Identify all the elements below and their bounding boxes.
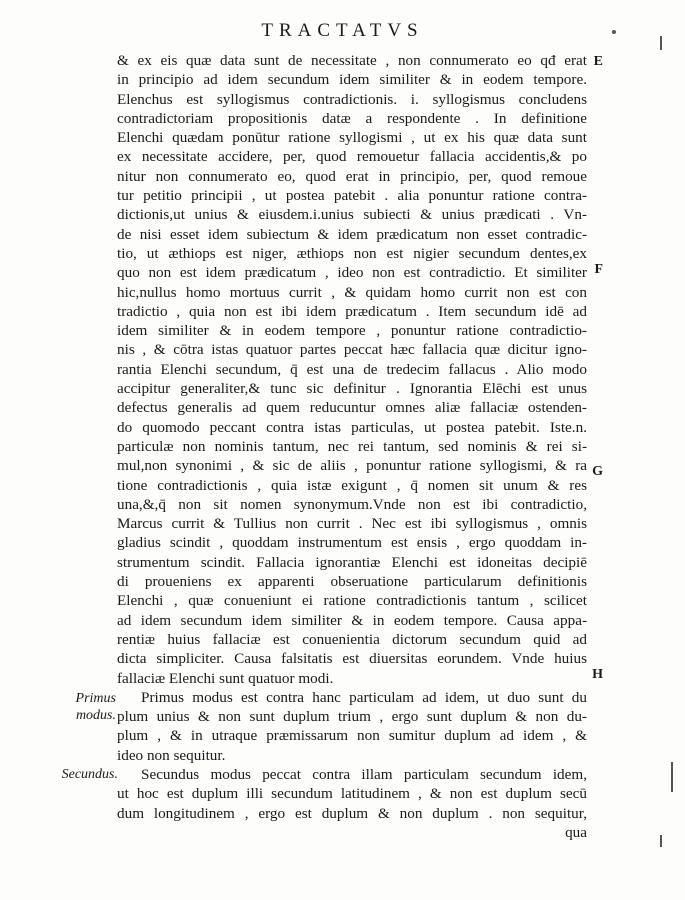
text-line: idem similiter & in eodem tempore , ponuntur ratione contradictio- — [117, 322, 587, 340]
text-line: de nisi esset idem subiectum & idem prædicatum non esset contradic- — [117, 225, 587, 243]
text-line: plum , & in utraque præmissarum non sumitur duplum ad idem , & — [117, 727, 587, 745]
text-line: plum unius & non sunt duplum trium , ergo sunt duplum & non du- — [117, 708, 587, 726]
text-line: nis , & cōtra istas quatuor partes peccat hæc fallacia quæ dicitur igno- — [117, 341, 587, 359]
text-line: dum longitudinem , ergo est duplum & non duplum . non sequitur, — [117, 804, 587, 822]
catchword: qua — [565, 823, 587, 841]
text-line: ut hoc est duplum illi secundum latitudinem , & non est duplum secū — [117, 785, 587, 803]
text-line: rentiæ huius fallaciæ est conuenientia dictorum secundum quid ad — [117, 630, 587, 648]
side-note-primus-modus: Primus modus. — [75, 691, 116, 723]
scan-mark — [612, 30, 616, 34]
text-line: Marcus currit & Tullius non currit . Nec est ibi syllogismus , omnis — [117, 515, 587, 533]
margin-letter-e: E — [593, 54, 603, 69]
text-line: di proueniens ex apparenti obseruatione particularum definitionis — [117, 573, 587, 591]
scan-mark — [660, 835, 662, 847]
text-line: Secundus modus peccat contra illam particulam secundum idem, — [141, 765, 587, 783]
text-line: Elenchi , quæ conueniunt ei ratione contradictionis tantum , scilicet — [117, 592, 587, 610]
text-line: mul,non synonimi , & sic de aliis , ponuntur ratione syllogismi, & ra — [117, 457, 587, 475]
text-line: ex necessitate accidere, per, quod remouetur fallacia accidentis,& po — [117, 148, 587, 166]
text-line: & ex eis quæ data sunt de necessitate , non connumerato eo qđ erat — [117, 52, 587, 69]
text-line: tione contradictionis , quia istæ exigunt , q̄ nomen sit unum & res — [117, 476, 587, 494]
text-line: ideo non sequitur. — [117, 746, 226, 764]
text-line: tradictio , quia non est ibi idem prædicatum . Item secundum idē ad — [117, 302, 587, 320]
text-line: dicta simpliciter. Causa falsitatis est diuersitas eorundem. Vnde huius — [117, 650, 587, 668]
text-line: defectus generalis ad quem reducuntur omnes aliæ fallaciæ ostenden- — [117, 399, 587, 417]
scan-mark — [671, 762, 673, 792]
text-line: tur petitio principii , ut postea patebit . alia ponuntur ratione contra- — [117, 187, 587, 205]
text-line: dictionis,ut unius & eiusdem.i.unius subiecti & unius prædicati . Vn- — [117, 206, 587, 224]
body-text — [117, 51, 587, 842]
text-line: rantia Elenchi secundum, q̄ est una de tredecim fallacus . Alio modo — [117, 360, 587, 378]
text-line: ad idem secundum idem similiter & in eodem tempore. Causa appa- — [117, 611, 587, 629]
text-line: hic,nullus homo mortuus currit , & quidam homo currit non est con — [117, 283, 587, 301]
text-line: Elenchi quædam ponūtur ratione syllogismi , ut ex his quæ data sunt — [117, 129, 587, 147]
text-line: contradictoriam propositionis datæ a respondente . In definitione — [117, 109, 587, 127]
text-line: Elenchus est syllogismus contradictionis. i. syllogismus concludens — [117, 90, 587, 108]
margin-letter-h: H — [592, 667, 603, 682]
margin-letter-g: G — [592, 464, 603, 479]
text-line: Primus modus est contra hanc particulam ad idem, ut duo sunt du — [141, 688, 587, 706]
text-line: accipitur generaliter,& tunc sic definitur . Ignorantia Elēchi est unus — [117, 380, 587, 398]
margin-letter-f: F — [594, 262, 603, 277]
text-line: fallaciæ Elenchi sunt quatuor modi. — [117, 669, 334, 687]
text-line: in principio ad idem secundum idem similiter & in eodem tempore. — [117, 71, 587, 89]
text-line: gladius scindit , quoddam instrumentum est ensis , ergo quoddam in- — [117, 534, 587, 552]
text-line: particulæ non nominis tantum, nec rei tantum, sed nominis & rei si- — [117, 437, 587, 455]
text-line: quo non est idem prædicatum , ideo non est contradictio. Et similiter — [117, 264, 587, 282]
text-line: do quomodo peccant contra istas particulas, ut postea patebit. Iste.n. — [117, 418, 587, 436]
text-line: nitur non connumerato eo, quod erat in principio, per, quod remoue — [117, 167, 587, 185]
scan-mark — [660, 36, 662, 50]
running-head: TRACTATVS — [261, 20, 424, 41]
text-line: tio, ut æthiops est niger, æthiops non est nigier secundum dentes,ex — [117, 244, 587, 262]
text-line: strumentum scindit. Fallacia ignorantiæ Elenchi est idoneitas decipiē — [117, 553, 587, 571]
side-note-secundus: Secundus. — [61, 767, 118, 782]
text-line: una,&,q̄ non sit nomen synonymum.Vnde non est ibi contradictio, — [117, 495, 587, 513]
